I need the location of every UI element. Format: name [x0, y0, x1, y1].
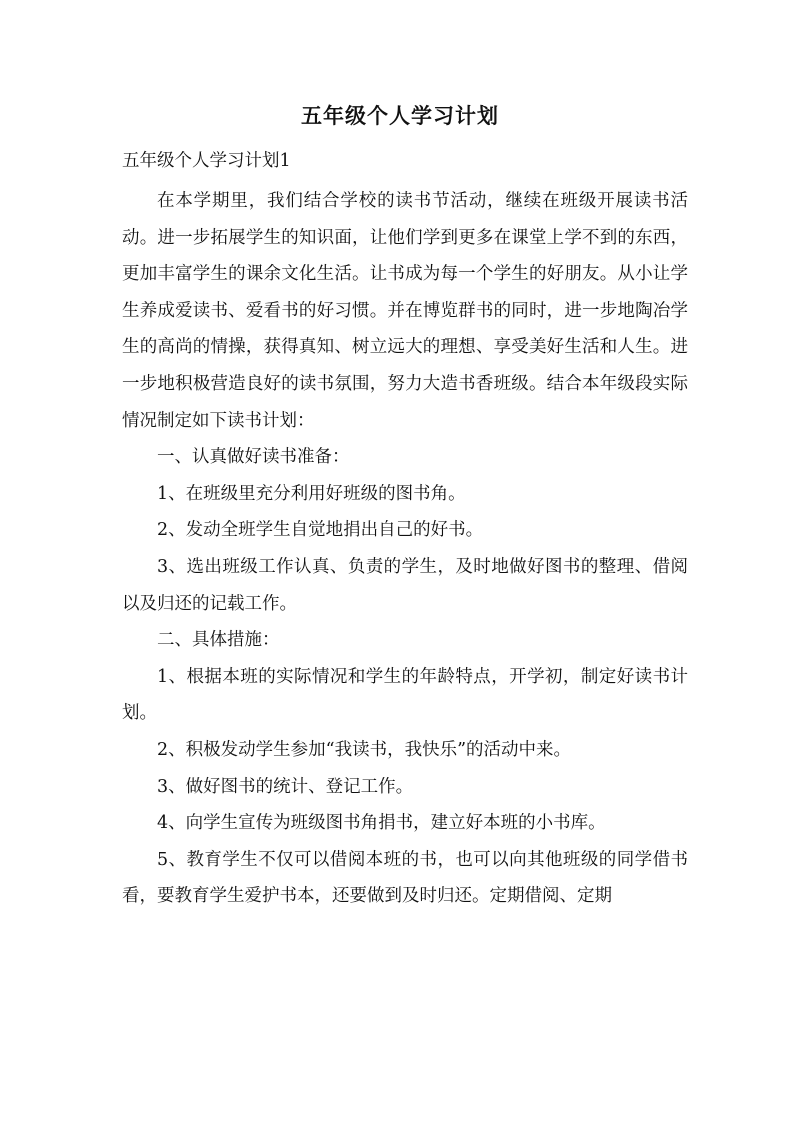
list-item: 4、向学生宣传为班级图书角捐书，建立好本班的小书库。 [157, 813, 606, 834]
section-heading-preparation: 一、认真做好读书准备： [157, 447, 350, 468]
paragraph-intro: 在本学期里，我们结合学校的读书节活动，继续在班级开展读书活动。进一步拓展学生的知识面，让他们学到更多在课堂上学不到的东西，更加丰富学生的课余文化生活。让书成为每一个学生的好朋友。从小让学生养成爱读书、爱看书的好习惯。并在博览群书的同时，进一步地陶冶学生的高尚的情操，获得真知、树立远大的理想、享受美好生活和人生。进一步地积极营造良好的读书氛围，努力大造书香班级。结合本年级段实际情况制定如下读书计划： [122, 191, 688, 431]
list-item: 5、教育学生不仅可以借阅本班的书，也可以向其他班级的同学借书看，要教育学生爱护书本，还要做到及时归还。定期借阅、定期 [122, 849, 688, 907]
list-item: 1、根据本班的实际情况和学生的年龄特点，开学初，制定好读书计划。 [122, 666, 688, 724]
document-subtitle: 五年级个人学习计划1 [122, 151, 291, 171]
document-body [122, 183, 688, 915]
list-item: 3、选出班级工作认真、负责的学生，及时地做好图书的整理、借阅以及归还的记载工作。 [122, 556, 688, 614]
document-title: 五年级个人学习计划 [301, 103, 499, 128]
list-item: 2、积极发动学生参加“我读书，我快乐”的活动中来。 [157, 739, 572, 760]
list-item: 1、在班级里充分利用好班级的图书角。 [157, 483, 466, 504]
section-heading-measures: 二、具体措施： [157, 630, 280, 651]
list-item: 2、发动全班学生自觉地捐出自己的好书。 [157, 520, 484, 541]
list-item: 3、做好图书的统计、登记工作。 [157, 776, 414, 797]
